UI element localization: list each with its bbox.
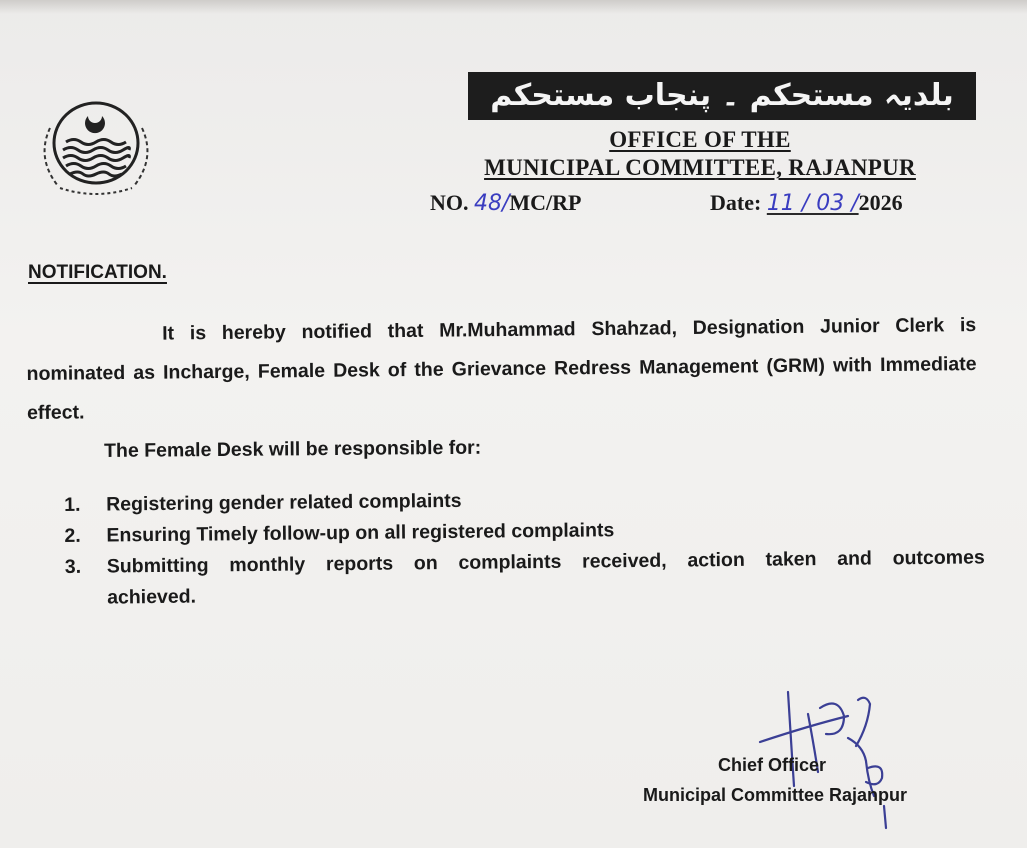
list-item-text: Ensuring Timely follow-up on all registered complaints xyxy=(106,519,615,547)
ref-no-suffix: MC/RP xyxy=(509,190,582,215)
reference-number xyxy=(430,190,582,216)
reference-date xyxy=(710,190,903,216)
punjab-emblem-logo xyxy=(30,98,162,198)
list-item-number: 1. xyxy=(64,493,81,516)
date-label: Date: xyxy=(710,190,762,215)
list-item-number: 3. xyxy=(64,555,82,578)
office-title-line1: OFFICE OF THE xyxy=(609,127,791,152)
notification-paragraph xyxy=(26,306,977,433)
notification-heading: NOTIFICATION. xyxy=(28,262,167,283)
signatory-title: Chief Officer xyxy=(718,755,827,775)
list-item-text: Submitting monthly reports on complaints received, action taken and outcomes achieved. xyxy=(106,546,985,609)
office-title xyxy=(420,126,980,182)
list-item-number: 2. xyxy=(64,524,81,547)
list-item xyxy=(65,542,986,614)
date-year: 2026 xyxy=(858,190,903,215)
responsibilities-intro: The Female Desk will be responsible for: xyxy=(104,436,482,462)
ref-no-handwritten: 48/ xyxy=(474,191,510,216)
signatory-organization: Municipal Committee Rajanpur xyxy=(643,785,908,805)
paragraph-text: It is hereby notified that Mr.Muhammad Shahzad, Designation Junior Clerk is nominated as Incharge, Female Desk of the Grievance Redress Management (GRM) with Immediate effect. xyxy=(26,314,977,424)
scan-shadow xyxy=(0,0,1027,14)
date-handwritten: 11 / 03 / xyxy=(766,191,859,216)
urdu-slogan-banner: بلدیہ مستحکم ۔ پنجاب مستحکم xyxy=(468,72,976,120)
office-title-line2: MUNICIPAL COMMITTEE, RAJANPUR xyxy=(484,155,916,180)
ref-no-label: NO. xyxy=(430,190,469,215)
list-item-text: Registering gender related complaints xyxy=(106,489,462,516)
responsibilities-list xyxy=(64,480,985,614)
